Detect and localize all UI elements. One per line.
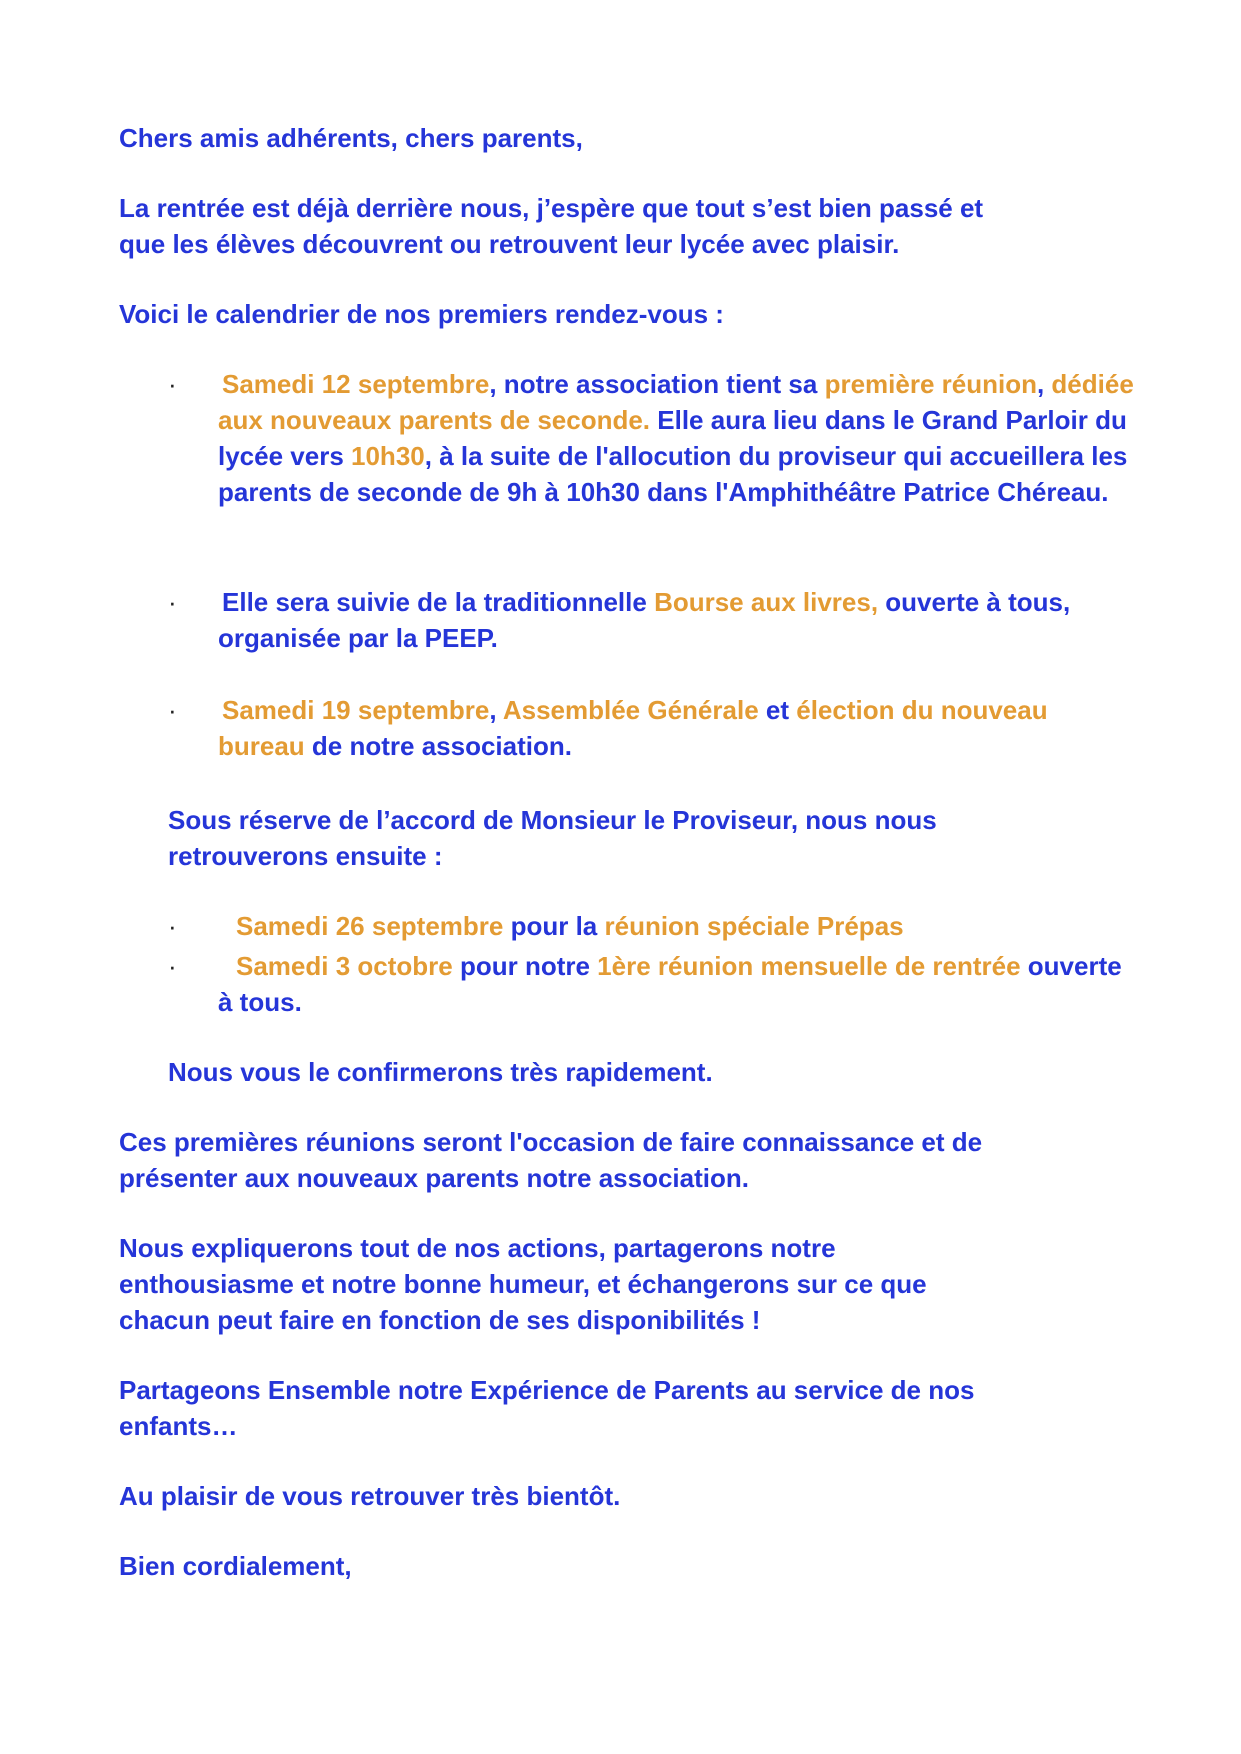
- bullet-text: [218, 584, 1138, 656]
- text-run: et: [758, 695, 797, 725]
- paragraph-line: enthousiasme et notre bonne humeur, et échangerons sur ce que: [119, 1269, 927, 1299]
- bullet-dot: ·: [168, 951, 177, 981]
- intro-line: La rentrée est déjà derrière nous, j’espère que tout s’est bien passé et: [119, 193, 984, 223]
- intro-paragraph: [119, 190, 1159, 262]
- highlight: élection du nouveau bureau: [218, 695, 1048, 761]
- highlight: Bourse aux livres,: [654, 587, 879, 617]
- highlight: réunion spéciale Prépas: [604, 911, 904, 941]
- calendar-intro: Voici le calendrier de nos premiers rendez-vous :: [119, 299, 724, 329]
- text-run: Elle sera suivie de la traditionnelle: [222, 587, 655, 617]
- event-date: Samedi 19 septembre: [222, 695, 490, 725]
- bullet-dot: ·: [168, 369, 177, 399]
- bullet-text: [218, 908, 1138, 944]
- reunions-paragraph: [119, 1124, 1159, 1196]
- paragraph-line: enfants…: [119, 1411, 238, 1441]
- paragraph-line: Nous expliquerons tout de nos actions, partagerons notre: [119, 1233, 836, 1263]
- text-run: pour notre: [452, 951, 598, 981]
- bullet-dot: ·: [168, 695, 177, 725]
- paragraph-line: chacun peut faire en fonction de ses disponibilités !: [119, 1305, 761, 1335]
- event-date: Samedi 12 septembre: [222, 369, 490, 399]
- highlight: première réunion: [824, 369, 1037, 399]
- confirm-line: Nous vous le confirmerons très rapidement.: [168, 1057, 713, 1087]
- bullet-dot: ·: [168, 587, 177, 617]
- text-run: Elle aura lieu dans le Grand Parloir du lycée vers: [218, 405, 1127, 471]
- paragraph-line: Partageons Ensemble notre Expérience de Parents au service de nos: [119, 1375, 975, 1405]
- reserve-line: retrouverons ensuite :: [168, 841, 443, 871]
- highlight: dédiée aux nouveaux parents de seconde.: [218, 369, 1134, 435]
- event-time: 10h30: [351, 441, 425, 471]
- reserve-line: Sous réserve de l’accord de Monsieur le Proviseur, nous nous: [168, 805, 937, 835]
- highlight: 1ère réunion mensuelle de rentrée: [597, 951, 1021, 981]
- text-run: pour la: [503, 911, 605, 941]
- highlight: Assemblée Générale: [502, 695, 759, 725]
- bullet-text: [218, 948, 1138, 1020]
- greeting: Chers amis adhérents, chers parents,: [119, 123, 583, 153]
- text-run: , à la suite de l'allocution du proviseur qui accueillera les parents de seconde de 9h à 10h30 dans l'Amphithéâtre Patrice Chéreau.: [218, 441, 1128, 507]
- bullet-text: [218, 366, 1138, 510]
- event-date: Samedi 3 octobre: [236, 951, 453, 981]
- motto-paragraph: [119, 1372, 1159, 1444]
- text-run: ouverte à tous.: [218, 951, 1122, 1017]
- text-run: ouverte à tous, organisée par la PEEP.: [218, 587, 1071, 653]
- paragraph-line: Ces premières réunions seront l'occasion de faire connaissance et de: [119, 1127, 983, 1157]
- text-run: de notre association.: [304, 731, 572, 761]
- signoff: Bien cordialement,: [119, 1551, 352, 1581]
- event-date: Samedi 26 septembre: [236, 911, 504, 941]
- bullet-text: [218, 692, 1138, 764]
- closing-line: Au plaisir de vous retrouver très bientôt.: [119, 1481, 621, 1511]
- text-run: ,: [1036, 369, 1052, 399]
- text-run: ,: [489, 695, 503, 725]
- text-run: , notre association tient sa: [489, 369, 825, 399]
- actions-paragraph: [119, 1230, 1159, 1338]
- intro-line: que les élèves découvrent ou retrouvent leur lycée avec plaisir.: [119, 229, 900, 259]
- bullet-dot: ·: [168, 911, 177, 941]
- reserve-paragraph: [168, 802, 1208, 874]
- paragraph-line: présenter aux nouveaux parents notre association.: [119, 1163, 749, 1193]
